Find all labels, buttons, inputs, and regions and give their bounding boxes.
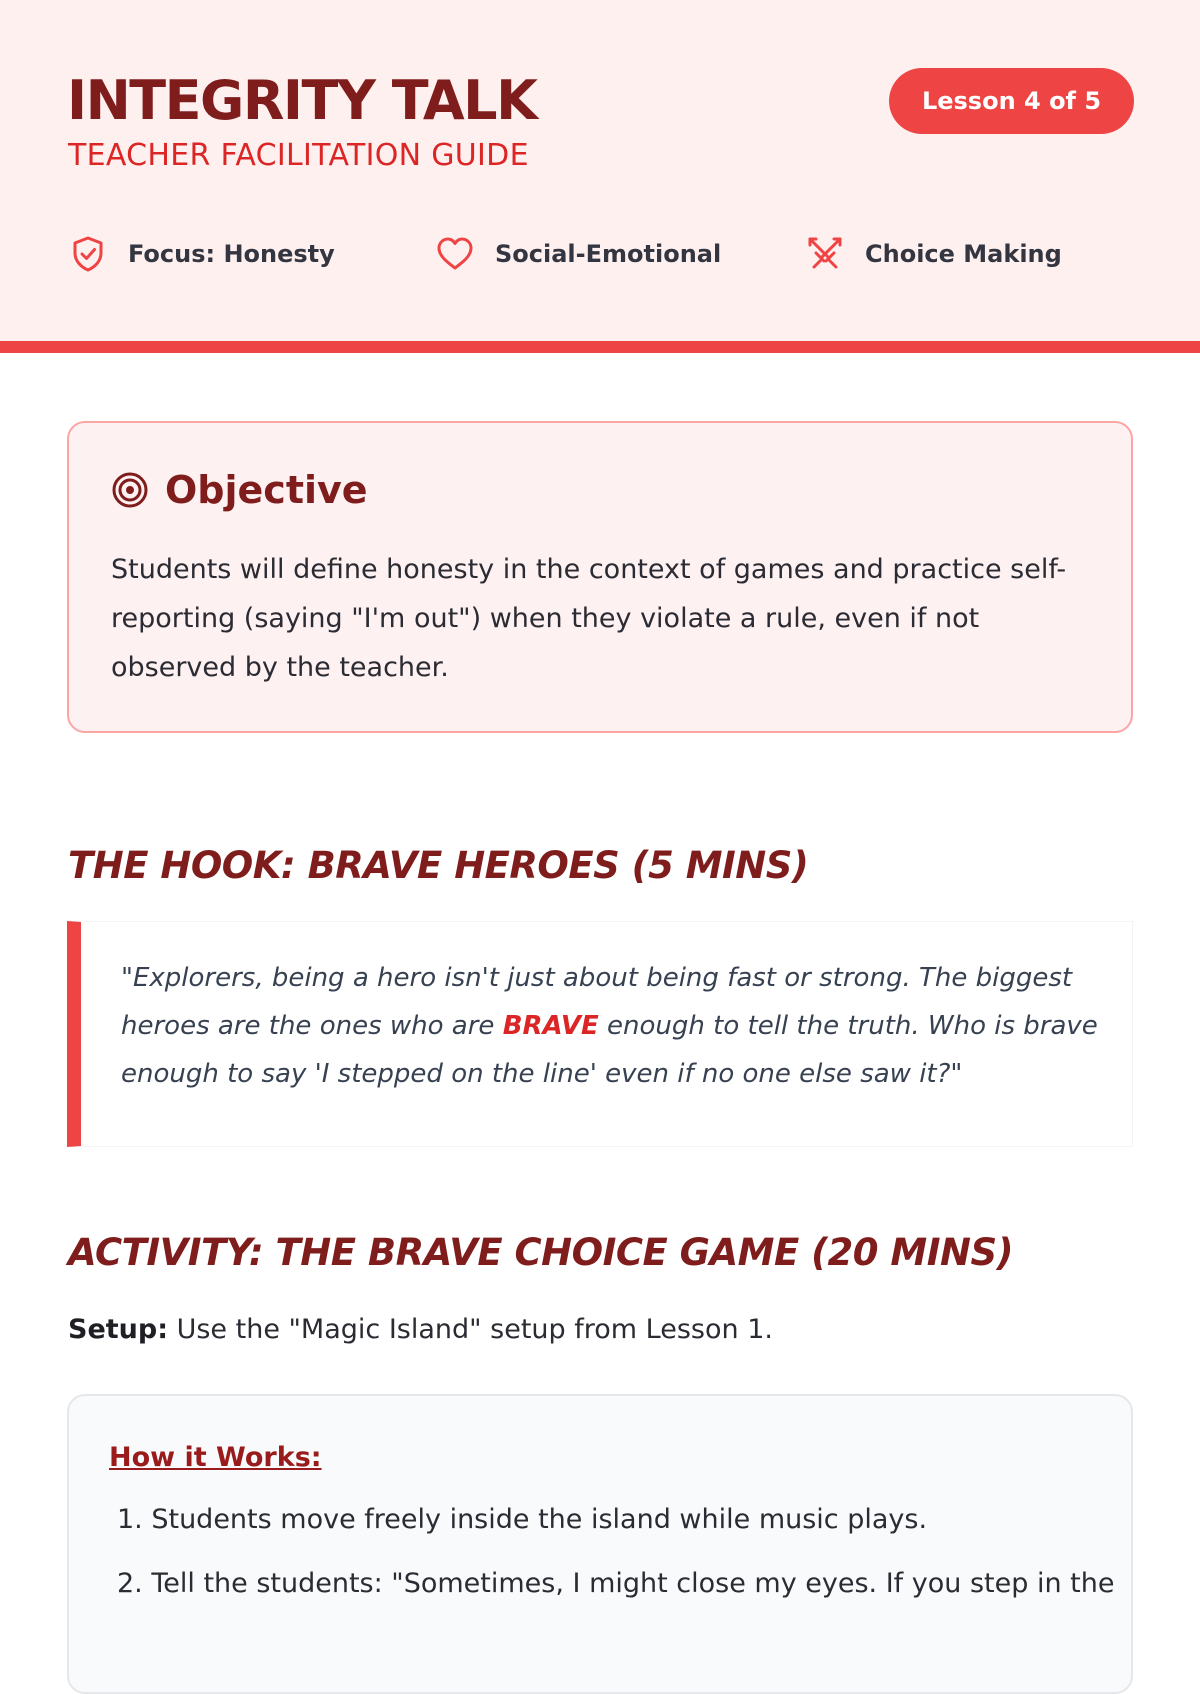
how-it-works-title: How it Works: <box>109 1442 322 1473</box>
hook-quote-text <box>121 954 1121 1098</box>
objective-card <box>67 421 1133 733</box>
tag-choice <box>805 232 1062 276</box>
quote-emphasis: BRAVE <box>502 1011 599 1041</box>
hook-quote <box>67 921 1133 1147</box>
tag-social-label: Social-Emotional <box>495 240 722 268</box>
step-item: 1. Students move freely inside the island while music plays. <box>117 1504 928 1535</box>
activity-heading: ACTIVITY: THE BRAVE CHOICE GAME (20 MINS) <box>68 1231 1014 1274</box>
tag-social <box>435 232 721 276</box>
tag-focus-label: Focus: Honesty <box>128 240 335 268</box>
tag-choice-label: Choice Making <box>865 240 1062 268</box>
quote-part-after: enough to tell the truth. Who is brave enough to say 'I stepped on the line' even if no one else saw it?" <box>121 1011 1098 1089</box>
how-it-works-card <box>67 1394 1133 1694</box>
setup-text: Use the "Magic Island" setup from Lesson 1. <box>168 1314 773 1345</box>
step-item: 2. Tell the students: "Sometimes, I might close my eyes. If you step in the <box>117 1568 1115 1599</box>
quote-part-before: "Explorers, being a hero isn't just about being fast or strong. The biggest heroes are the ones who are <box>121 963 1073 1041</box>
shield-check-icon <box>68 234 108 274</box>
page-title: INTEGRITY TALK <box>67 69 537 132</box>
objective-title: Objective <box>165 468 368 512</box>
page-header <box>0 0 1200 341</box>
heart-icon <box>435 234 475 274</box>
target-icon <box>111 471 149 509</box>
hook-heading: THE HOOK: BRAVE HEROES (5 MINS) <box>68 844 809 887</box>
objective-text: Students will define honesty in the context of games and practice self-reporting (saying "I'm out") when they violate a rule, even if not observed by the teacher. <box>111 554 1067 683</box>
tag-focus <box>68 232 335 276</box>
setup-line <box>68 1310 773 1350</box>
setup-label: Setup: <box>68 1314 169 1345</box>
lesson-badge: Lesson 4 of 5 <box>889 68 1134 134</box>
page-subtitle: TEACHER FACILITATION GUIDE <box>68 138 529 173</box>
crossed-swords-icon <box>805 234 845 274</box>
header-divider <box>0 341 1200 353</box>
